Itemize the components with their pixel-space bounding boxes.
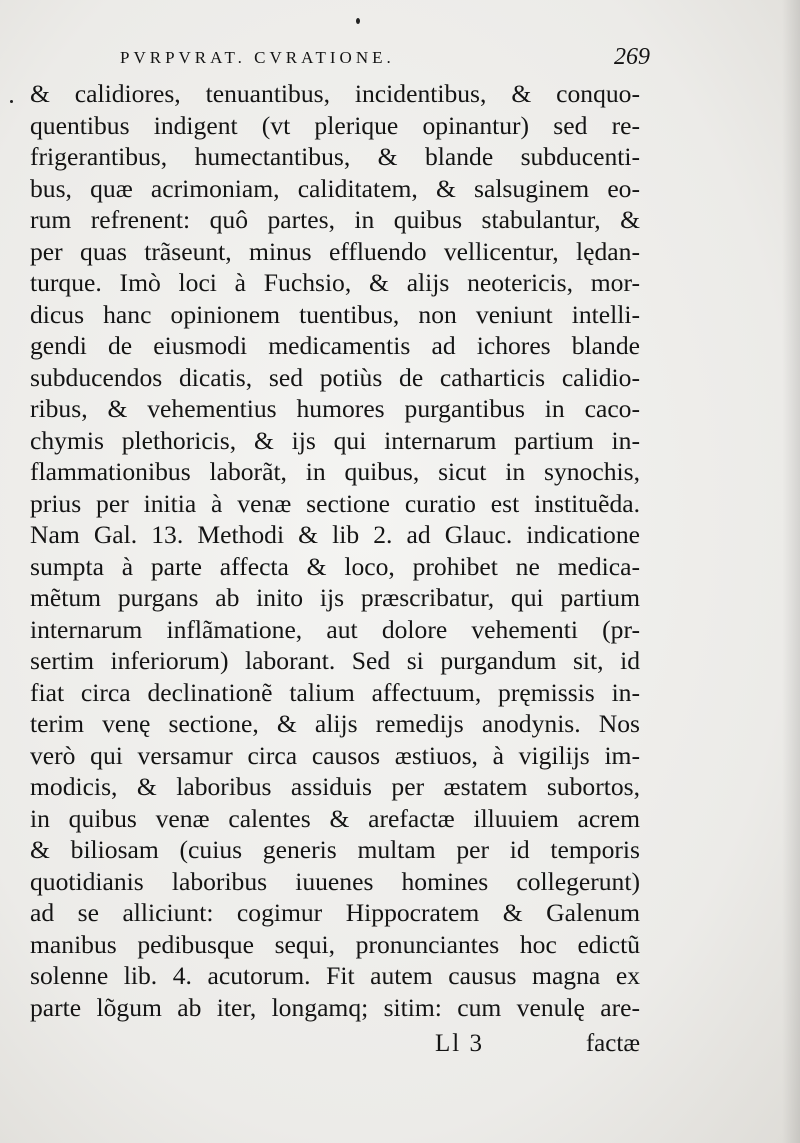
text-line: quotidianis laboribus iuuenes homines collegerunt) xyxy=(30,866,640,896)
text-line: quentibus indigent (vt plerique opinantur) sed re- xyxy=(30,110,640,140)
body-text xyxy=(30,78,640,1023)
text-line: rum refrenent: quô partes, in quibus stabulantur, & xyxy=(30,205,640,234)
text-line: sumpta à parte affecta & loco, prohibet ne medica- xyxy=(30,551,640,581)
text-line: chymis plethoricis, & ijs qui internarum partium in- xyxy=(30,425,640,455)
text-line: frigerantibus, humectantibus, & blande subducenti- xyxy=(30,142,640,171)
text-line: ribus, & vehementius humores purgantibus in caco- xyxy=(30,394,640,423)
text-line: per quas trãseunt, minus effluendo vellicentur, lędan- xyxy=(30,236,640,266)
running-head xyxy=(120,44,650,74)
text-line: verò qui versamur circa causos æstiuos, à vigilijs im- xyxy=(30,740,640,770)
page-edge-shadow xyxy=(782,0,800,1143)
text-line: flammationibus laborãt, in quibus, sicut in synochis, xyxy=(30,457,640,486)
page-footer xyxy=(30,1030,640,1064)
text-line: solenne lib. 4. acutorum. Fit autem causus magna ex xyxy=(30,961,640,990)
text-line: turque. Imò loci à Fuchsio, & alijs neotericis, mor- xyxy=(30,268,640,297)
ink-speck xyxy=(10,100,13,103)
text-line: prius per initia à venæ sectione curatio est instituẽda. xyxy=(30,488,640,518)
signature-mark: Ll 3 xyxy=(435,1030,484,1057)
text-line: fiat circa declinationẽ talium affectuum, pręmissis in- xyxy=(30,677,640,707)
text-line: Nam Gal. 13. Methodi & lib 2. ad Glauc. indicatione xyxy=(30,520,640,549)
page-number: 269 xyxy=(614,44,650,70)
ink-speck xyxy=(356,18,360,24)
text-line: terim venę sectione, & alijs remedijs anodynis. Nos xyxy=(30,709,640,738)
running-title: PVRPVRAT. CVRATIONE. xyxy=(120,48,395,67)
text-line: subducendos dicatis, sed potiùs de catharticis calidio- xyxy=(30,362,640,392)
catchword: factæ xyxy=(585,1030,640,1057)
text-line: gendi de eiusmodi medicamentis ad ichores blande xyxy=(30,331,640,360)
text-line: in quibus venæ calentes & arefactæ illuuiem acrem xyxy=(30,803,640,833)
text-line: internarum inflãmatione, aut dolore vehementi (pr- xyxy=(30,614,640,644)
text-line: mẽtum purgans ab inito ijs præscribatur, qui partium xyxy=(30,583,640,612)
text-line: dicus hanc opinionem tuentibus, non veniunt intelli- xyxy=(30,299,640,329)
text-line: sertim inferiorum) laborant. Sed si purgandum sit, id xyxy=(30,646,640,675)
text-line: bus, quæ acrimoniam, caliditatem, & salsuginem eo- xyxy=(30,173,640,203)
text-line: ad se alliciunt: cogimur Hippocratem & Galenum xyxy=(30,898,640,927)
text-line: modicis, & laboribus assiduis per æstatem subortos, xyxy=(30,772,640,801)
text-line: manibus pedibusque sequi, pronunciantes hoc edictũ xyxy=(30,929,640,959)
text-line: parte lõgum ab iter, longamq; sitim: cum venulę are- xyxy=(30,992,640,1022)
text-line: & calidiores, tenuantibus, incidentibus, & conquo- xyxy=(30,79,640,108)
text-line: & biliosam (cuius generis multam per id temporis xyxy=(30,835,640,864)
